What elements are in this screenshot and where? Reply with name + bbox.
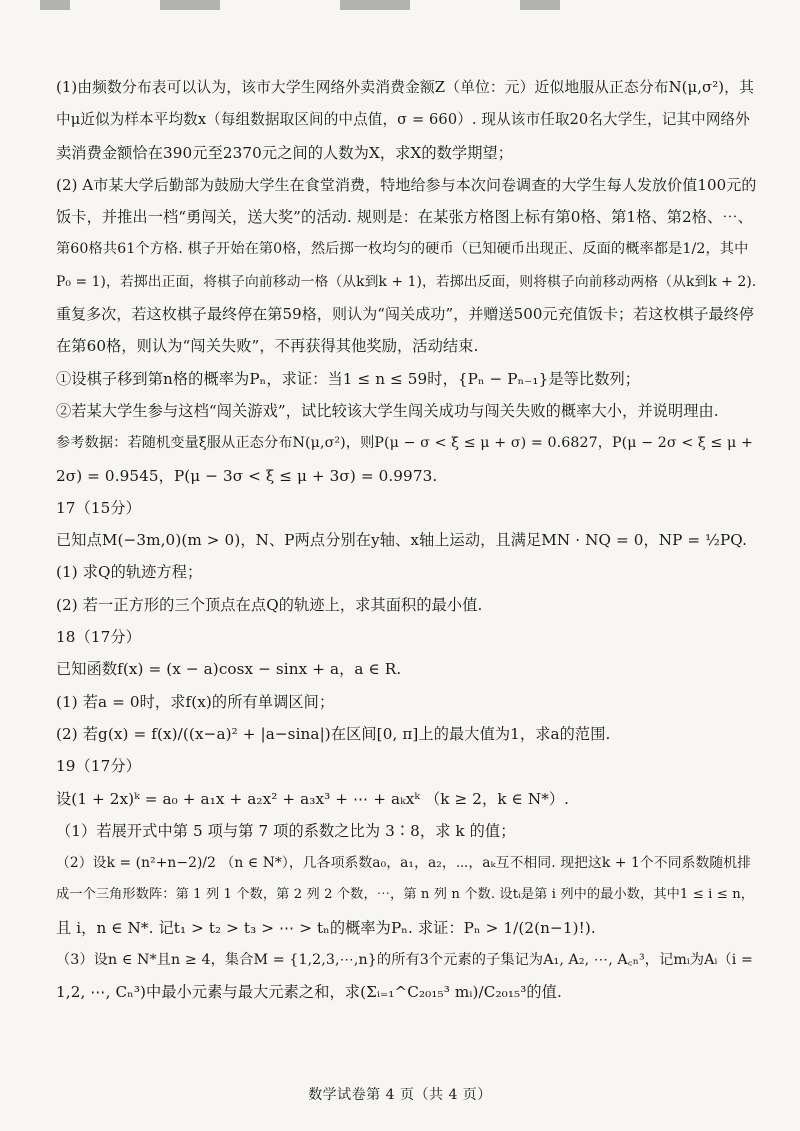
question-heading: 17（15分） <box>56 498 141 517</box>
text-line: （1）若展开式中第 5 项与第 7 项的系数之比为 3∶8，求 k 的值； <box>56 821 516 840</box>
text-line: 参考数据：若随机变量ξ服从正态分布N(μ,σ²)，则P(μ − σ < ξ ≤ μ + σ) = 0.6827，P(μ − 2σ < ξ ≤ μ + <box>56 435 753 452</box>
text-line: 设(1 + 2x)ᵏ = a₀ + a₁x + a₂x² + a₃x³ + ⋯ + aₖxᵏ （k ≥ 2，k ∈ N*）. <box>56 789 570 808</box>
text-line: 卖消费金额恰在390元至2370元之间的人数为X，求X的数学期望； <box>56 143 514 162</box>
text-line: 在第60格，则认为“闯关失败”，不再获得其他奖励，活动结束. <box>56 337 479 356</box>
question-heading: 19（17分） <box>56 757 141 776</box>
text-line: 已知函数f(x) = (x − a)cosx − sinx + a，a ∈ R. <box>56 660 402 679</box>
text-line: 重复多次，若这枚棋子最终停在第59格，则认为“闯关成功”，并赠送500元充值饭卡；若这枚棋子最终停 <box>56 305 754 324</box>
exam-content <box>56 72 756 1009</box>
question-heading: 18（17分） <box>56 628 141 647</box>
text-line: P₀ = 1)，若掷出正面，将棋子向前移动一格（从k到k + 1)，若掷出反面，则将棋子向前移动两格（从k到k + 2). <box>56 273 757 290</box>
text-line: (1)由频数分布表可以认为，该市大学生网络外卖消费金额Z（单位：元）近似地服从正态分布N(μ,σ²)，其 <box>56 79 754 96</box>
text-line: (1) 若a = 0时，求f(x)的所有单调区间； <box>56 692 335 711</box>
text-line: ②若某大学生参与这档“闯关游戏”，试比较该大学生闯关成功与闯关失败的概率大小，并说明理由. <box>56 401 719 420</box>
text-line: 2σ) = 0.9545，P(μ − 3σ < ξ ≤ μ + 3σ) = 0.9973. <box>56 466 438 485</box>
text-line: (2) 若g(x) = f(x)/((x−a)² + |a−sina|)在区间[0, π]上的最大值为1，求a的范围. <box>56 724 611 743</box>
text-line: 第60格共61个方格. 棋子开始在第0格，然后掷一枚均匀的硬币（已知硬币出现正、反面的概率都是1/2，其中 <box>56 241 749 258</box>
text-line: （3）设n ∈ N*且n ≥ 4，集合M = {1,2,3,⋯,n}的所有3个元素的子集记为A₁, A₂, ⋯, A꜀ₙ³，记mᵢ为Aᵢ（i = <box>56 952 753 969</box>
text-line: (2) A市某大学后勤部为鼓励大学生在食堂消费，特地给参与本次问卷调查的大学生每人发放价值100元的 <box>56 175 757 194</box>
text-line: (2) 若一正方形的三个顶点在点Q的轨迹上，求其面积的最小值. <box>56 595 483 614</box>
text-line: 饭卡，并推出一档“勇闯关，送大奖”的活动. 规则是：在某张方格图上标有第0格、第1格、第2格、⋯、 <box>56 208 753 227</box>
text-line: (1) 求Q的轨迹方程； <box>56 563 203 582</box>
page-footer: 数学试卷第 4 页（共 4 页） <box>308 1087 492 1103</box>
scan-top-marks <box>0 0 800 14</box>
text-line: 1,2, ⋯, Cₙ³)中最小元素与最大元素之和，求(Σᵢ₌₁^C₂₀₁₅³ mᵢ)/C₂₀₁₅³的值. <box>56 983 562 1002</box>
text-line: 已知点M(−3m,0)(m > 0)，N、P两点分别在y轴、x轴上运动，且满足MN · NQ = 0，NP = ½PQ. <box>56 531 748 550</box>
text-line: （2）设k = (n²+n−2)/2 （n ∈ N*），几各项系数a₀，a₁，a₂，⋯，aₖ互不相同. 现把这k + 1个不同系数随机排 <box>56 855 752 872</box>
text-line: 且 i，n ∈ N*. 记t₁ > t₂ > t₃ > ⋯ > tₙ的概率为Pₙ. 求证：Pₙ > 1/(2(n−1)!). <box>56 918 596 937</box>
text-line: ①设棋子移到第n格的概率为Pₙ，求证：当1 ≤ n ≤ 59时，{Pₙ − Pₙ₋₁}是等比数列； <box>56 369 641 388</box>
text-line: 成一个三角形数阵：第 1 列 1 个数，第 2 列 2 个数，⋯，第 n 列 n 个数. 设tᵢ是第 i 列中的最小数，其中1 ≤ i ≤ n， <box>56 887 755 903</box>
text-line: 中μ近似为样本平均数x（每组数据取区间的中点值，σ = 660）. 现从该市任取20名大学生，记其中网络外 <box>56 111 750 129</box>
